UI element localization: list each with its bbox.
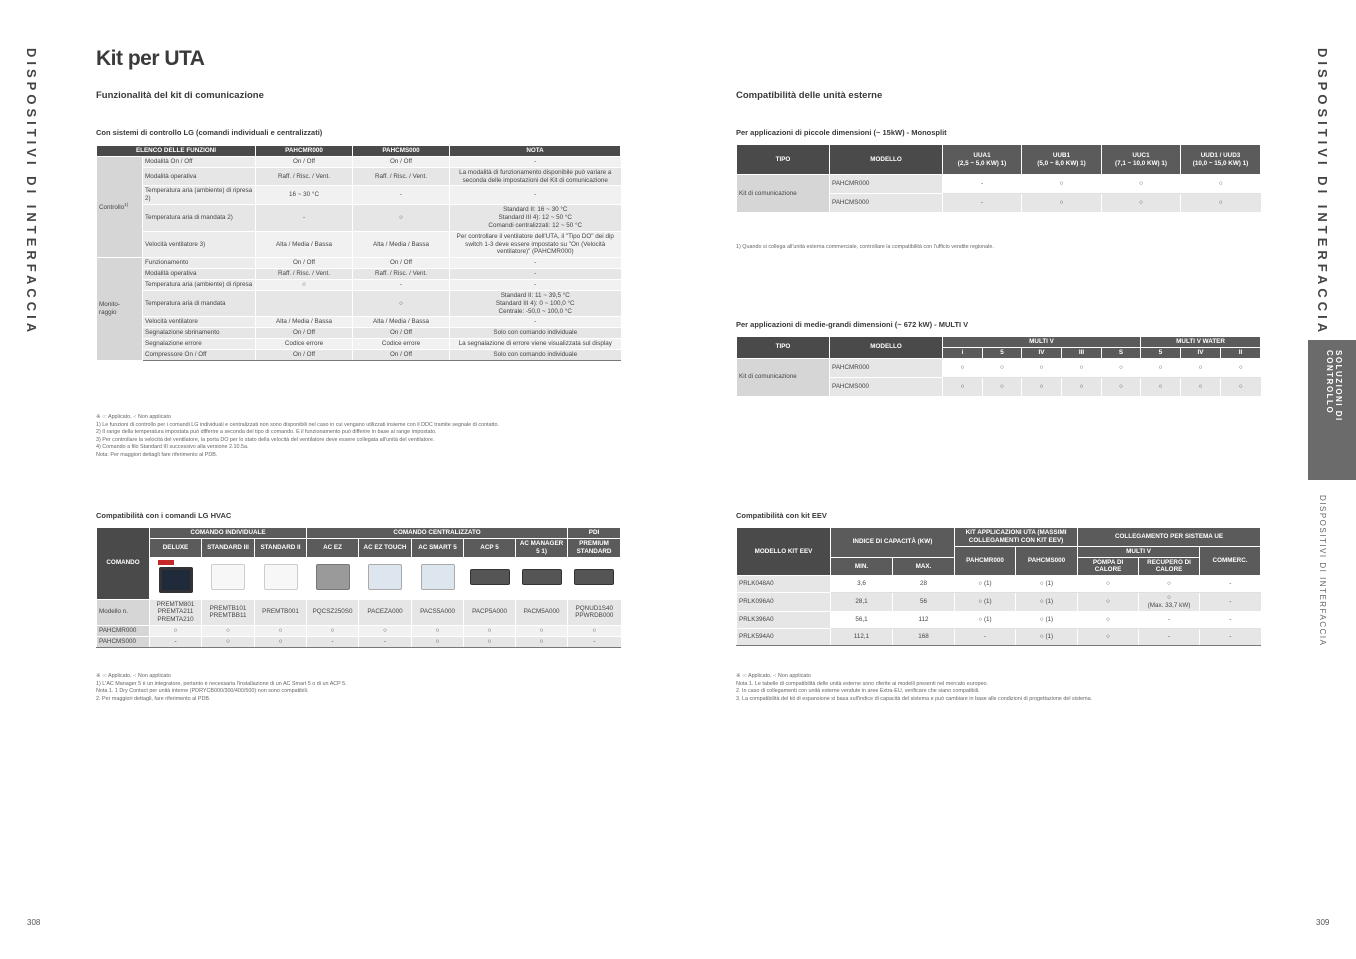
notes-functions <box>96 414 616 459</box>
hvac-device-image-cell <box>412 557 464 599</box>
hvac-compat-value: - <box>568 637 621 648</box>
eev-cell-max: 56 <box>893 593 955 612</box>
mono-col-header: MODELLO <box>830 145 943 175</box>
value-nota: - <box>450 280 621 291</box>
hvac-device-image-cell <box>150 557 202 599</box>
value-pahcms: On / Off <box>353 328 450 339</box>
eev-model-header: MODELLO KIT EEV <box>737 528 831 576</box>
subsection-title-multiv: Per applicazioni di medie-grandi dimensioni (~ 672 kW) - MULTI V <box>736 320 969 329</box>
eev-multiv-header: MULTI V <box>1078 546 1200 557</box>
hvac-model-row <box>97 599 621 626</box>
eev-cell-min: 112,1 <box>831 629 893 646</box>
value-nota: Standard II: 11 ~ 39,5 °C Standard III 4): 0 ~ 100,0 °C Centrale: -50,0 ~ 100,0 °C <box>450 290 621 317</box>
hvac-model-code: PREMTB101 PREMTBB11 <box>202 599 255 626</box>
value-nota: - <box>450 156 621 167</box>
hvac-comando-header: COMANDO <box>97 528 150 600</box>
note-line: ※ ○: Applicato, -: Non applicato <box>736 673 811 679</box>
value-pahcms: On / Off <box>353 258 450 269</box>
hvac-compat-value: ○ <box>202 626 255 637</box>
note-line: 2) Il range della temperatura impostata può differire a seconda del tipo di comando. E il funzionamento può differire in base al range impostato. <box>96 429 437 436</box>
multiv-col-header: i <box>943 347 983 358</box>
hvac-compat-row <box>97 626 621 637</box>
note-monosplit: 1) Quando si collega all'unità esterna commerciale, controllare la compatibilità con l'ufficio vendite regionale. <box>736 244 994 250</box>
multiv-value: ○ <box>1062 358 1102 377</box>
eev-row <box>737 576 1261 593</box>
col-header-functions: ELENCO DELLE FUNZIONI <box>97 146 256 157</box>
multiv-model: PAHCMS000 <box>830 377 943 396</box>
mono-col-header: UUC1 (7,1 ~ 10,0 KW) 1) <box>1102 145 1181 175</box>
eev-cell-m: PRLK396A0 <box>737 612 831 629</box>
multiv-value: ○ <box>1062 377 1102 396</box>
hvac-col-header: PREMIUM STANDARD <box>568 538 621 557</box>
group-controllo-text: Controllo <box>99 204 125 212</box>
side-tab-label: SOLUZIONI DI CONTROLLO <box>1325 350 1343 422</box>
hvac-model-code: PACP5A000 <box>464 599 516 626</box>
hvac-model-code: PREMTB001 <box>255 599 307 626</box>
value-pahcmr: ○ <box>256 280 353 291</box>
eev-cell-m: PRLK096A0 <box>737 593 831 612</box>
hvac-device-picture <box>159 567 193 593</box>
mono-value: ○ <box>1022 194 1102 213</box>
value-pahcms: Codice errore <box>353 339 450 350</box>
multiv-col-header: 5 <box>1141 347 1181 358</box>
hvac-model-code: PREMTM801 PREMTA211 PREMTA210 <box>150 599 202 626</box>
multiv-value: ○ <box>983 358 1022 377</box>
hvac-model-label: Modello n. <box>97 599 150 626</box>
group-controllo-label <box>97 156 143 257</box>
mono-value: - <box>943 175 1022 194</box>
hvac-device-image-cell <box>359 557 412 599</box>
hvac-row-model: PAHCMR000 <box>97 626 150 637</box>
note-line: ※ ○: Applicato, -: Non applicato <box>96 673 171 679</box>
eev-table <box>736 527 1261 646</box>
function-row <box>97 186 621 205</box>
function-name: Segnalazione errore <box>143 339 256 350</box>
multiv-value: ○ <box>943 377 983 396</box>
note-line: Nota 1. Le tabelle di compatibilità delle unità esterne sono riferite ai modelli presenti nel mercato europeo. <box>736 680 989 687</box>
hvac-col-header: AC SMART 5 <box>412 538 464 557</box>
eev-max-header: MAX. <box>893 557 955 576</box>
multiv-tipo: Kit di comunicazione <box>737 358 830 396</box>
note-line: Nota 1. 1 Dry Contact per unità interne (PDRYCB000/300/400/500) non sono compatibili. <box>96 688 309 695</box>
eev-cell-m: PRLK594A0 <box>737 629 831 646</box>
eev-recupero-header: RECUPERO DI CALORE <box>1139 557 1200 576</box>
value-pahcms: - <box>353 186 450 205</box>
multiv-tipo-header: TIPO <box>737 337 830 359</box>
eev-cell-rc: - <box>1139 629 1200 646</box>
side-tab-active[interactable] <box>1308 340 1356 480</box>
eev-kit-header: KIT APPLICAZIONI UTA (MASSIMI COLLEGAMENTI CON KIT EEV) <box>955 528 1078 547</box>
function-row <box>97 290 621 317</box>
value-nota: Standard II: 16 ~ 30 °C Standard III 4): 12 ~ 50 °C Comandi centralizzati: 12 ~ 50 °C <box>450 205 621 232</box>
value-pahcms: - <box>353 280 450 291</box>
eev-pompa-header: POMPA DI CALORE <box>1078 557 1139 576</box>
value-nota: Solo con comando individuale <box>450 328 621 339</box>
note-line: 1) Le funzioni di controllo per i comandi LG individuali e centralizzati non sono disponibili nel caso in cui vengano utilizzati insieme con il DDC tramite segnale di contatto. <box>96 421 500 428</box>
eev-cell-rc: ○ <box>1139 576 1200 593</box>
function-name: Segnalazione sbrinamento <box>143 328 256 339</box>
value-nota: Solo con comando individuale <box>450 350 621 361</box>
value-pahcmr: Alta / Media / Bassa <box>256 317 353 328</box>
note-line: ※ ○: Applicato, -: Non applicato <box>96 414 171 420</box>
multiv-modello-header: MODELLO <box>830 337 943 359</box>
function-row <box>97 156 621 167</box>
hvac-device-picture <box>211 564 245 590</box>
group-monitoraggio-text: Monito- raggio <box>99 301 120 317</box>
hvac-device-image-cell <box>255 557 307 599</box>
eev-row <box>737 593 1261 612</box>
hvac-compat-value: ○ <box>307 626 359 637</box>
eev-cell-p: ○ <box>1078 576 1139 593</box>
eev-cell-p: ○ <box>1078 629 1139 646</box>
hvac-col-header: AC EZ <box>307 538 359 557</box>
notes-eev <box>736 673 1256 703</box>
mono-value: ○ <box>1102 194 1181 213</box>
notes-hvac <box>96 673 616 703</box>
hvac-compat-value: ○ <box>255 626 307 637</box>
multiv-value: ○ <box>943 358 983 377</box>
group-monitoraggio-label <box>97 258 143 361</box>
function-name: Modalità operativa <box>143 167 256 186</box>
eev-cell-r: ○ (1) <box>955 612 1016 629</box>
note-line: 3. La compatibilità del kit di espansione si basa sull'indice di capacità del sistema e può cambiare in base alle condizioni di progettazione del sistema. <box>736 695 1093 702</box>
value-pahcmr: 16 ~ 30 °C <box>256 186 353 205</box>
hvac-group-centralized: COMANDO CENTRALIZZATO <box>307 528 568 539</box>
value-pahcms: Raff. / Risc. / Vent. <box>353 167 450 186</box>
mono-model: PAHCMS000 <box>830 194 943 213</box>
eev-cell-s: ○ (1) <box>1016 593 1078 612</box>
eev-cell-r: ○ (1) <box>955 593 1016 612</box>
hvac-compat-value: ○ <box>464 626 516 637</box>
eev-cell-rc: ○ (Max. 33,7 kW) <box>1139 593 1200 612</box>
value-pahcmr: - <box>256 205 353 232</box>
function-row <box>97 269 621 280</box>
value-nota: - <box>450 186 621 205</box>
multiv-col-header: II <box>1221 347 1261 358</box>
eev-cell-c: - <box>1200 576 1261 593</box>
function-row <box>97 258 621 269</box>
multiv-value: ○ <box>1022 377 1062 396</box>
value-nota: - <box>450 317 621 328</box>
hvac-compat-value: ○ <box>150 626 202 637</box>
hvac-compat-row <box>97 637 621 648</box>
mono-value: ○ <box>1022 175 1102 194</box>
col-header-pahcmr: PAHCMR000 <box>256 146 353 157</box>
mono-value: ○ <box>1181 194 1261 213</box>
hvac-device-image-cell <box>464 557 516 599</box>
hvac-col-header: DELUXE <box>150 538 202 557</box>
hvac-compat-value: ○ <box>412 626 464 637</box>
hvac-device-picture <box>421 564 455 590</box>
multiv-value: ○ <box>1141 377 1181 396</box>
hvac-device-picture <box>368 564 402 590</box>
function-row <box>97 231 621 258</box>
multiv-value: ○ <box>1141 358 1181 377</box>
function-row <box>97 317 621 328</box>
value-pahcms: ○ <box>353 290 450 317</box>
hvac-device-picture <box>316 564 350 590</box>
note-line: Nota: Per maggiori dettagli fare riferimento al PDB. <box>96 451 218 458</box>
mono-col-header: UUD1 / UUD3 (10,0 ~ 15,0 KW) 1) <box>1181 145 1261 175</box>
hvac-col-header: STANDARD III <box>202 538 255 557</box>
eev-cell-s: ○ (1) <box>1016 629 1078 646</box>
function-name: Temperatura aria (ambiente) di ripresa <box>143 280 256 291</box>
function-name: Funzionamento <box>143 258 256 269</box>
multiv-col-header: S <box>1102 347 1141 358</box>
value-nota: - <box>450 269 621 280</box>
hvac-compat-value: - <box>359 637 412 648</box>
multiv-col-header: 5 <box>983 347 1022 358</box>
function-name: Compressore On / Off <box>143 350 256 361</box>
eev-cell-s: ○ (1) <box>1016 612 1078 629</box>
new-badge <box>158 560 174 565</box>
value-nota: La segnalazione di errore viene visualizzata sul display <box>450 339 621 350</box>
eev-cell-max: 168 <box>893 629 955 646</box>
hvac-compat-value: ○ <box>464 637 516 648</box>
multiv-value: ○ <box>1221 377 1261 396</box>
multiv-col-header: IV <box>1181 347 1221 358</box>
multiv-col-header: III <box>1062 347 1102 358</box>
mono-col-header: TIPO <box>737 145 830 175</box>
hvac-model-code: PACM5A000 <box>516 599 568 626</box>
hvac-device-picture <box>522 569 562 585</box>
eev-cell-p: ○ <box>1078 612 1139 629</box>
hvac-compat-value: ○ <box>412 637 464 648</box>
note-line: 2. In caso di collegamenti con unità esterne vendute in aree Extra-EU, verificare che siano compatibili. <box>736 688 980 695</box>
mono-tipo: Kit di comunicazione <box>737 175 830 213</box>
hvac-model-code: PQCSZ250S0 <box>307 599 359 626</box>
functions-table <box>96 145 621 361</box>
col-header-pahcms: PAHCMS000 <box>353 146 450 157</box>
hvac-compat-value: - <box>307 637 359 648</box>
hvac-col-header: ACP 5 <box>464 538 516 557</box>
eev-row <box>737 629 1261 646</box>
hvac-compat-value: ○ <box>202 637 255 648</box>
eev-cell-rc: - <box>1139 612 1200 629</box>
hvac-compat-value: ○ <box>568 626 621 637</box>
eev-commerc-header: COMMERC. <box>1200 546 1261 576</box>
value-pahcmr: On / Off <box>256 350 353 361</box>
function-name: Temperatura aria di mandata <box>143 290 256 317</box>
hvac-compat-value: ○ <box>516 626 568 637</box>
function-name: Temperatura aria di mandata 2) <box>143 205 256 232</box>
value-pahcms: On / Off <box>353 156 450 167</box>
col-header-nota: NOTA <box>450 146 621 157</box>
hvac-compat-value: ○ <box>359 626 412 637</box>
eev-pahcmr-header: PAHCMR000 <box>955 546 1016 576</box>
multiv-value: ○ <box>1181 377 1221 396</box>
value-pahcmr <box>256 290 353 317</box>
hvac-compat-value: ○ <box>255 637 307 648</box>
hvac-device-picture <box>470 569 510 585</box>
section-title-outdoor: Compatibilità delle unità esterne <box>736 90 883 101</box>
side-section-label-left: DISPOSITIVI DI INTERFACCIA <box>24 48 39 337</box>
multiv-value: ○ <box>1221 358 1261 377</box>
eev-cell-c: - <box>1200 593 1261 612</box>
hvac-device-picture <box>574 569 614 585</box>
eev-cell-s: ○ (1) <box>1016 576 1078 593</box>
value-pahcmr: Alta / Media / Bassa <box>256 231 353 258</box>
eev-cell-r: - <box>955 629 1016 646</box>
note-line: 1) L'AC Manager 5 è un integratore, pertanto è necessaria l'installazione di un AC Smart 5 o di un ACP 5. <box>96 680 347 687</box>
value-pahcmr: Raff. / Risc. / Vent. <box>256 167 353 186</box>
page-title: Kit per UTA <box>96 47 205 70</box>
hvac-compatibility-table <box>96 527 621 648</box>
eev-capacity-header: INDICE DI CAPACITÀ (KW) <box>831 528 955 558</box>
multiv-value: ○ <box>1102 377 1141 396</box>
hvac-device-picture <box>264 564 298 590</box>
multiv-row <box>737 358 1261 377</box>
eev-cell-p: ○ <box>1078 593 1139 612</box>
section-title-eev: Compatibilità con kit EEV <box>736 511 827 520</box>
subsection-title-monosplit: Per applicazioni di piccole dimensioni (~ 15kW) - Monosplit <box>736 128 947 137</box>
eev-min-header: MIN. <box>831 557 893 576</box>
side-section-label-right: DISPOSITIVI DI INTERFACCIA <box>1315 48 1330 337</box>
multiv-value: ○ <box>1181 358 1221 377</box>
function-row <box>97 280 621 291</box>
eev-cell-m: PRLK048A0 <box>737 576 831 593</box>
multiv-table <box>736 336 1261 397</box>
value-pahcms: Raff. / Risc. / Vent. <box>353 269 450 280</box>
value-pahcms: Alta / Media / Bassa <box>353 317 450 328</box>
mono-value: ○ <box>1181 175 1261 194</box>
note-line: 2. Per maggiori dettagli, fare riferimento al PDB. <box>96 695 211 702</box>
hvac-group-individual: COMANDO INDIVIDUALE <box>150 528 307 539</box>
side-tab-sub[interactable]: DISPOSITIVI DI INTERFACCIA <box>1318 495 1327 647</box>
eev-cell-max: 112 <box>893 612 955 629</box>
hvac-device-image-cell <box>568 557 621 599</box>
value-nota: Per controllare il ventilatore dell'UTA, il "Tipo DO" dei dip switch 1-3 deve essere impostato su "On (Velocità ventilatore)" (PAHCMR000) <box>450 231 621 258</box>
value-nota: La modalità di funzionamento disponibile può variare a seconda delle impostazioni del Kit di comunicazione <box>450 167 621 186</box>
mono-col-header: UUA1 (2,5 ~ 5,0 KW) 1) <box>943 145 1022 175</box>
hvac-group-pdi: PDI <box>568 528 621 539</box>
mono-model: PAHCMR000 <box>830 175 943 194</box>
section-title-functions: Funzionalità del kit di comunicazione <box>96 90 264 101</box>
value-pahcms: ○ <box>353 205 450 232</box>
hvac-model-code: PACEZA000 <box>359 599 412 626</box>
hvac-row-model: PAHCMS000 <box>97 637 150 648</box>
value-pahcms: On / Off <box>353 350 450 361</box>
eev-cell-min: 28,1 <box>831 593 893 612</box>
function-row <box>97 205 621 232</box>
monosplit-table <box>736 144 1261 213</box>
multiv-group-v: MULTI V <box>943 337 1141 348</box>
hvac-model-code: PQNUD1S40 PPWRDB000 <box>568 599 621 626</box>
multiv-value: ○ <box>1022 358 1062 377</box>
note-line: 4) Comando a filo Standard III successivo alla versione 2.10.5a. <box>96 444 249 451</box>
value-pahcms: Alta / Media / Bassa <box>353 231 450 258</box>
function-row <box>97 339 621 350</box>
eev-cell-c: - <box>1200 629 1261 646</box>
mono-value: - <box>943 194 1022 213</box>
function-name: Velocità ventilatore 3) <box>143 231 256 258</box>
hvac-col-header: STANDARD II <box>255 538 307 557</box>
eev-cell-min: 3,6 <box>831 576 893 593</box>
function-row <box>97 350 621 361</box>
mono-value: ○ <box>1102 175 1181 194</box>
function-name: Temperatura aria (ambiente) di ripresa 2) <box>143 186 256 205</box>
hvac-model-code: PACS5A000 <box>412 599 464 626</box>
multiv-col-header: IV <box>1022 347 1062 358</box>
page-number-left: 308 <box>27 918 41 927</box>
section-title-hvac: Compatibilità con i comandi LG HVAC <box>96 511 232 520</box>
multiv-value: ○ <box>1102 358 1141 377</box>
hvac-device-image-cell <box>516 557 568 599</box>
multiv-group-water: MULTI V WATER <box>1141 337 1261 348</box>
eev-cell-c: - <box>1200 612 1261 629</box>
subsection-title-lg-control: Con sistemi di controllo LG (comandi individuali e centralizzati) <box>96 128 323 137</box>
hvac-col-header: AC EZ TOUCH <box>359 538 412 557</box>
value-pahcmr: Codice errore <box>256 339 353 350</box>
function-row <box>97 167 621 186</box>
eev-cell-r: ○ (1) <box>955 576 1016 593</box>
function-name: Modalità On / Off <box>143 156 256 167</box>
value-pahcmr: Raff. / Risc. / Vent. <box>256 269 353 280</box>
hvac-device-image-cell <box>307 557 359 599</box>
multiv-model: PAHCMR000 <box>830 358 943 377</box>
hvac-compat-value: ○ <box>516 637 568 648</box>
value-pahcmr: On / Off <box>256 328 353 339</box>
hvac-compat-value: - <box>150 637 202 648</box>
mono-col-header: UUB1 (5,0 ~ 8,0 KW) 1) <box>1022 145 1102 175</box>
multiv-value: ○ <box>983 377 1022 396</box>
value-pahcmr: On / Off <box>256 156 353 167</box>
function-row <box>97 328 621 339</box>
hvac-col-header: AC MANAGER 5 1) <box>516 538 568 557</box>
page-number-right: 309 <box>1316 918 1330 927</box>
function-name: Velocità ventilatore <box>143 317 256 328</box>
eev-cell-max: 28 <box>893 576 955 593</box>
mono-row <box>737 175 1261 194</box>
note-line: 3) Per controllare la velocità del ventilatore, la porta DO per lo stato della velocità del ventilatore deve essere collegata all'unità del ventilatore. <box>96 436 435 443</box>
value-nota: - <box>450 258 621 269</box>
value-pahcmr: On / Off <box>256 258 353 269</box>
hvac-device-image-cell <box>202 557 255 599</box>
function-name: Modalità operativa <box>143 269 256 280</box>
eev-row <box>737 612 1261 629</box>
eev-pahcms-header: PAHCMS000 <box>1016 546 1078 576</box>
eev-connection-header: COLLEGAMENTO PER SISTEMA UE <box>1078 528 1261 547</box>
group-controllo-footnote: 1) <box>124 202 129 208</box>
eev-cell-min: 56,1 <box>831 612 893 629</box>
